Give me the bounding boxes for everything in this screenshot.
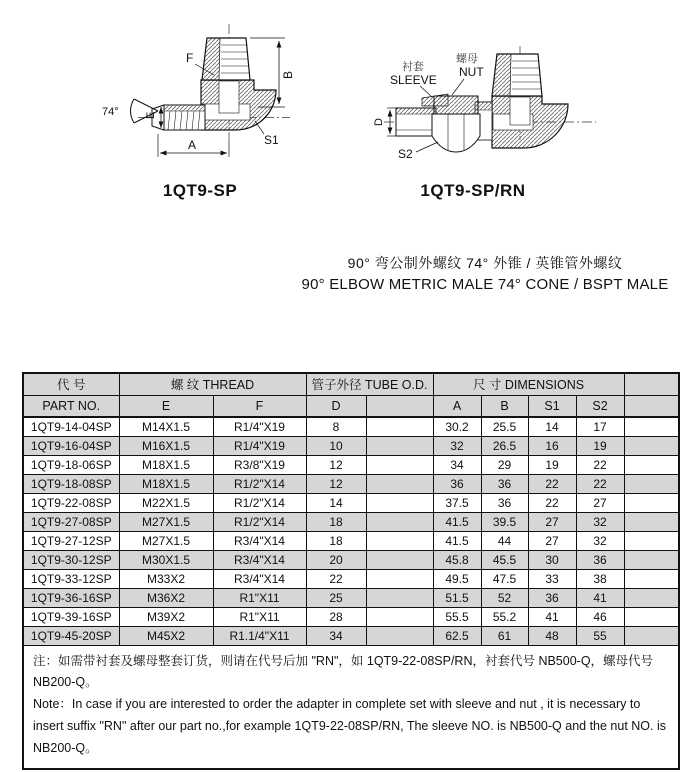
specification-table <box>22 372 680 770</box>
table-cell: 14 <box>306 493 366 512</box>
table-cell: 36 <box>576 550 624 569</box>
table-cell <box>624 588 679 607</box>
table-row <box>23 569 679 588</box>
table-cell <box>624 569 679 588</box>
part-no-cell: 1QT9-16-04SP <box>23 436 119 455</box>
table-cell: 19 <box>576 436 624 455</box>
table-row <box>23 588 679 607</box>
col-a: A <box>433 395 481 417</box>
bore-vertical <box>219 81 239 113</box>
table-cell: 41.5 <box>433 512 481 531</box>
table-cell: R1/2"X14 <box>213 512 306 531</box>
note-chinese: 注：如需带衬套及螺母整套订货，则请在代号后加 "RN"，如 1QT9-22-08SP/RN，衬套代号 NB500-Q，螺母代号 NB200-Q。 <box>33 653 654 690</box>
table-cell: 30.2 <box>433 417 481 436</box>
table-cell: R3/4"X14 <box>213 569 306 588</box>
nut-hex <box>432 114 480 152</box>
table-cell: 22 <box>576 474 624 493</box>
table-cell: R1/4"X19 <box>213 436 306 455</box>
top-thread-section <box>202 38 220 80</box>
table-cell: 19 <box>528 455 576 474</box>
table-row <box>23 550 679 569</box>
right-drawing-caption: 1QT9-SP/RN <box>420 181 526 200</box>
nut-section <box>434 96 478 114</box>
table-cell: M18X1.5 <box>119 455 213 474</box>
table-cell: 34 <box>306 626 366 645</box>
table-cell: 36 <box>433 474 481 493</box>
table-cell: 28 <box>306 607 366 626</box>
part-no-cell: 1QT9-18-08SP <box>23 474 119 493</box>
part-no-cell: 1QT9-36-16SP <box>23 588 119 607</box>
table-cell: 32 <box>576 512 624 531</box>
part-no-cell: 1QT9-45-20SP <box>23 626 119 645</box>
table-row <box>23 512 679 531</box>
table-cell <box>366 436 433 455</box>
product-title-chinese: 90° 弯公制外螺纹 74° 外锥 / 英锥管外螺纹 <box>347 255 623 271</box>
product-title-block <box>285 253 685 296</box>
part-no-cell: 1QT9-27-12SP <box>23 531 119 550</box>
tube-wall-section <box>396 108 436 114</box>
table-cell: 18 <box>306 531 366 550</box>
table-cell <box>366 626 433 645</box>
table-cell: 55.2 <box>481 607 528 626</box>
angle-label: 74° <box>102 106 119 118</box>
table-cell: 46 <box>576 607 624 626</box>
table-cell: M22X1.5 <box>119 493 213 512</box>
table-cell <box>366 493 433 512</box>
table-cell: 61 <box>481 626 528 645</box>
table-row <box>23 626 679 645</box>
bore-vertical <box>510 97 530 125</box>
table-cell: 36 <box>481 474 528 493</box>
note-cell <box>23 645 679 769</box>
leader-s2 <box>416 142 438 152</box>
table-cell <box>366 588 433 607</box>
leader-nut <box>452 79 464 95</box>
table-row <box>23 474 679 493</box>
label-f: F <box>186 51 194 65</box>
nut-label-en: NUT <box>459 65 484 79</box>
table-cell: 25.5 <box>481 417 528 436</box>
left-thread-section <box>164 105 205 111</box>
col-s2: S2 <box>576 395 624 417</box>
header-row-groups <box>23 373 679 395</box>
spec-table-body <box>23 417 679 645</box>
table-cell: 25 <box>306 588 366 607</box>
header-row-columns <box>23 395 679 417</box>
table-cell <box>366 607 433 626</box>
table-cell <box>624 474 679 493</box>
left-technical-drawing <box>88 18 358 183</box>
label-s1: S1 <box>264 133 279 147</box>
table-cell <box>624 493 679 512</box>
note-english: Note：In case if you are interested to order the adapter in complete set with sleeve and nut , it is necessary to insert suffix "RN" after our part no.,for example 1QT9-22-08SP/RN, The sleeve NO. is NB500-Q and the nut NO. is NB200-Q。 <box>33 697 666 755</box>
table-cell: 22 <box>306 569 366 588</box>
dim-label-a: A <box>188 138 197 152</box>
table-row <box>23 455 679 474</box>
nut-label-cn: 螺母 <box>456 53 478 65</box>
table-cell: M27X1.5 <box>119 531 213 550</box>
col-e: E <box>119 395 213 417</box>
part-no-cell: 1QT9-30-12SP <box>23 550 119 569</box>
label-s2: S2 <box>398 147 413 161</box>
sleeve-label-en: SLEEVE <box>390 73 437 87</box>
table-cell <box>366 417 433 436</box>
table-cell: 10 <box>306 436 366 455</box>
table-cell: 44 <box>481 531 528 550</box>
table-cell: 55.5 <box>433 607 481 626</box>
table-cell: 22 <box>576 455 624 474</box>
table-cell <box>624 550 679 569</box>
table-cell: 30 <box>528 550 576 569</box>
table-cell: 51.5 <box>433 588 481 607</box>
table-cell: 29 <box>481 455 528 474</box>
table-cell: 41 <box>576 588 624 607</box>
col-f: F <box>213 395 306 417</box>
table-cell: R1.1/4"X11 <box>213 626 306 645</box>
table-row <box>23 531 679 550</box>
table-cell <box>624 626 679 645</box>
header-part-no-cn: 代 号 <box>23 373 119 395</box>
table-row <box>23 436 679 455</box>
col-d: D <box>306 395 366 417</box>
table-cell: 33 <box>528 569 576 588</box>
product-title-english: 90° ELBOW METRIC MALE 74° CONE / BSPT MALE <box>301 276 669 293</box>
table-cell <box>366 474 433 493</box>
table-cell: 22 <box>528 493 576 512</box>
table-cell <box>366 512 433 531</box>
table-cell <box>366 455 433 474</box>
table-cell: 39.5 <box>481 512 528 531</box>
table-cell: M14X1.5 <box>119 417 213 436</box>
table-row <box>23 417 679 436</box>
table-cell: R1"X11 <box>213 607 306 626</box>
dim-label-e: E <box>145 111 157 119</box>
top-thread-section <box>492 54 511 96</box>
table-cell: M30X1.5 <box>119 550 213 569</box>
table-cell: 12 <box>306 474 366 493</box>
table-cell <box>624 436 679 455</box>
table-cell: 34 <box>433 455 481 474</box>
table-cell: 49.5 <box>433 569 481 588</box>
table-cell: R1/2"X14 <box>213 474 306 493</box>
table-cell: 45.5 <box>481 550 528 569</box>
col-part-no: PART NO. <box>23 395 119 417</box>
table-cell <box>624 607 679 626</box>
header-extra <box>624 373 679 395</box>
table-cell: 45.8 <box>433 550 481 569</box>
table-cell: 52 <box>481 588 528 607</box>
part-no-cell: 1QT9-39-16SP <box>23 607 119 626</box>
table-cell: 16 <box>528 436 576 455</box>
sleeve-label-cn: 衬套 <box>402 61 424 73</box>
table-cell: 12 <box>306 455 366 474</box>
header-dimensions: 尺 寸 DIMENSIONS <box>433 373 624 395</box>
col-s1: S1 <box>528 395 576 417</box>
note-row <box>23 645 679 769</box>
table-cell: 27 <box>528 531 576 550</box>
table-cell: R3/4"X14 <box>213 531 306 550</box>
col-empty-1 <box>366 395 433 417</box>
leader-sleeve <box>420 86 432 97</box>
dim-label-d: D <box>373 118 385 126</box>
part-no-cell: 1QT9-22-08SP <box>23 493 119 512</box>
table-cell <box>366 569 433 588</box>
table-cell: M45X2 <box>119 626 213 645</box>
table-cell: R1/4"X19 <box>213 417 306 436</box>
table-cell: M27X1.5 <box>119 512 213 531</box>
header-thread: 螺 纹 THREAD <box>119 373 306 395</box>
part-no-cell: 1QT9-14-04SP <box>23 417 119 436</box>
table-cell: M33X2 <box>119 569 213 588</box>
table-cell: R3/4"X14 <box>213 550 306 569</box>
table-cell: R1"X11 <box>213 588 306 607</box>
part-no-cell: 1QT9-18-06SP <box>23 455 119 474</box>
table-cell: 38 <box>576 569 624 588</box>
table-row <box>23 607 679 626</box>
table-cell <box>624 512 679 531</box>
table-cell: M39X2 <box>119 607 213 626</box>
table-cell: M36X2 <box>119 588 213 607</box>
table-cell: 14 <box>528 417 576 436</box>
table-cell: 41 <box>528 607 576 626</box>
table-cell: 17 <box>576 417 624 436</box>
table-cell <box>366 531 433 550</box>
table-row <box>23 493 679 512</box>
table-cell: 18 <box>306 512 366 531</box>
dim-label-b: B <box>281 70 295 79</box>
table-cell: 48 <box>528 626 576 645</box>
left-drawing-caption: 1QT9-SP <box>162 181 238 200</box>
table-cell <box>366 550 433 569</box>
table-cell: 62.5 <box>433 626 481 645</box>
header-tube-od: 管子外径 TUBE O.D. <box>306 373 433 395</box>
table-cell: M18X1.5 <box>119 474 213 493</box>
col-b: B <box>481 395 528 417</box>
table-cell <box>624 531 679 550</box>
table-cell: 36 <box>481 493 528 512</box>
table-cell: R3/8"X19 <box>213 455 306 474</box>
table-cell: M16X1.5 <box>119 436 213 455</box>
table-cell: 27 <box>528 512 576 531</box>
table-cell: 27 <box>576 493 624 512</box>
table-cell <box>624 417 679 436</box>
table-cell: R1/2"X14 <box>213 493 306 512</box>
table-cell: 55 <box>576 626 624 645</box>
table-cell: 22 <box>528 474 576 493</box>
table-cell: 26.5 <box>481 436 528 455</box>
part-no-cell: 1QT9-27-08SP <box>23 512 119 531</box>
table-cell: 37.5 <box>433 493 481 512</box>
right-technical-drawing <box>370 40 620 185</box>
col-empty-2 <box>624 395 679 417</box>
part-no-cell: 1QT9-33-12SP <box>23 569 119 588</box>
table-cell: 36 <box>528 588 576 607</box>
table-cell: 47.5 <box>481 569 528 588</box>
table-cell: 8 <box>306 417 366 436</box>
table-cell: 20 <box>306 550 366 569</box>
table-cell <box>624 455 679 474</box>
table-cell: 32 <box>433 436 481 455</box>
table-cell: 41.5 <box>433 531 481 550</box>
table-cell: 32 <box>576 531 624 550</box>
